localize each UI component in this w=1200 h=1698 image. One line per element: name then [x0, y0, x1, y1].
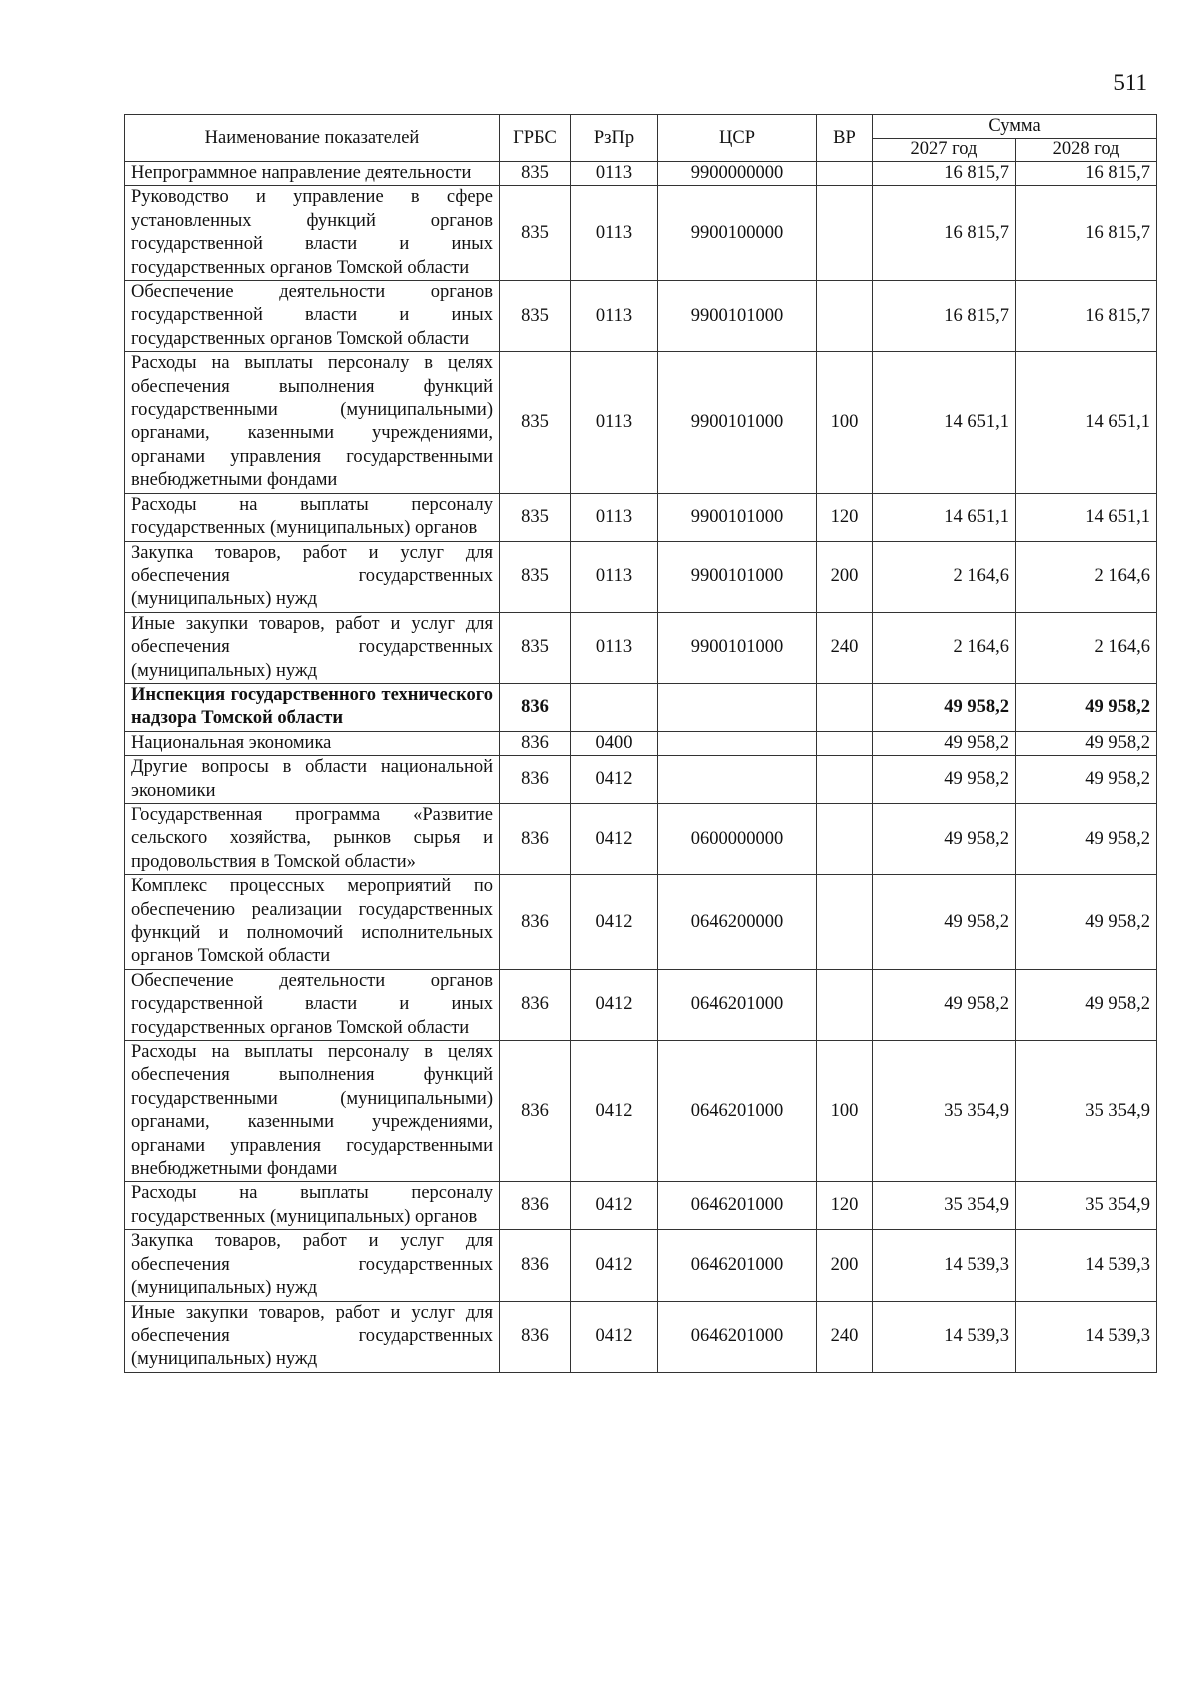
cell-sum-2028: 49 958,2 — [1016, 969, 1157, 1040]
cell-name: Непрограммное направление деятельности — [125, 162, 500, 186]
cell-sum-2028: 49 958,2 — [1016, 875, 1157, 970]
cell-vr: 240 — [817, 612, 873, 683]
cell-vr — [817, 731, 873, 755]
cell-grbs: 836 — [500, 756, 571, 804]
table-row — [125, 162, 1157, 186]
cell-vr — [817, 969, 873, 1040]
cell-csr: 0646201000 — [658, 1041, 817, 1182]
cell-rzpr: 0412 — [571, 756, 658, 804]
header-name: Наименование показателей — [125, 115, 500, 162]
cell-vr: 120 — [817, 493, 873, 541]
table-row — [125, 683, 1157, 731]
cell-rzpr: 0113 — [571, 186, 658, 281]
table-row — [125, 731, 1157, 755]
cell-rzpr: 0412 — [571, 875, 658, 970]
cell-vr: 200 — [817, 541, 873, 612]
cell-vr — [817, 875, 873, 970]
cell-vr — [817, 162, 873, 186]
cell-sum-2027: 49 958,2 — [873, 969, 1016, 1040]
cell-rzpr: 0113 — [571, 493, 658, 541]
cell-name: Государственная программа «Развитие сельского хозяйства, рынков сырья и продовольствия в Томской области» — [125, 803, 500, 874]
cell-grbs: 836 — [500, 1182, 571, 1230]
cell-sum-2027: 35 354,9 — [873, 1041, 1016, 1182]
cell-sum-2028: 49 958,2 — [1016, 731, 1157, 755]
cell-csr: 9900101000 — [658, 541, 817, 612]
cell-sum-2027: 16 815,7 — [873, 281, 1016, 352]
table-row — [125, 493, 1157, 541]
header-sum: Сумма — [873, 115, 1157, 139]
cell-sum-2028: 16 815,7 — [1016, 162, 1157, 186]
cell-csr: 9900100000 — [658, 186, 817, 281]
cell-sum-2027: 14 539,3 — [873, 1230, 1016, 1301]
page-number: 511 — [1113, 70, 1147, 95]
cell-sum-2027: 49 958,2 — [873, 803, 1016, 874]
cell-vr — [817, 186, 873, 281]
cell-name: Иные закупки товаров, работ и услуг для обеспечения государственных (муниципальных) нужд — [125, 1301, 500, 1372]
cell-csr: 9900101000 — [658, 612, 817, 683]
table-row — [125, 1230, 1157, 1301]
cell-grbs: 836 — [500, 731, 571, 755]
cell-vr: 100 — [817, 352, 873, 493]
header-grbs: ГРБС — [500, 115, 571, 162]
cell-rzpr: 0113 — [571, 352, 658, 493]
cell-grbs: 836 — [500, 1301, 571, 1372]
cell-grbs: 835 — [500, 541, 571, 612]
table-row — [125, 186, 1157, 281]
table-row — [125, 875, 1157, 970]
header-year-2028: 2028 год — [1016, 138, 1157, 162]
cell-csr — [658, 731, 817, 755]
header-vr: ВР — [817, 115, 873, 162]
table-row — [125, 803, 1157, 874]
cell-sum-2028: 14 539,3 — [1016, 1301, 1157, 1372]
cell-name: Расходы на выплаты персоналу в целях обеспечения выполнения функций государственными (муниципальными) органами, казенными учреждениями, органами управления государственными внебюджетными фондами — [125, 352, 500, 493]
header-year-2027: 2027 год — [873, 138, 1016, 162]
cell-name: Обеспечение деятельности органов государственной власти и иных государственных органов Томской области — [125, 281, 500, 352]
table-row — [125, 1301, 1157, 1372]
cell-sum-2027: 16 815,7 — [873, 162, 1016, 186]
cell-sum-2027: 2 164,6 — [873, 541, 1016, 612]
cell-sum-2028: 35 354,9 — [1016, 1182, 1157, 1230]
cell-rzpr: 0412 — [571, 969, 658, 1040]
cell-csr: 0646201000 — [658, 969, 817, 1040]
cell-grbs: 835 — [500, 281, 571, 352]
table-header — [125, 115, 1157, 162]
table-row — [125, 1041, 1157, 1182]
cell-grbs: 835 — [500, 162, 571, 186]
cell-sum-2027: 35 354,9 — [873, 1182, 1016, 1230]
table-row — [125, 352, 1157, 493]
cell-vr — [817, 803, 873, 874]
cell-name: Другие вопросы в области национальной экономики — [125, 756, 500, 804]
cell-rzpr: 0412 — [571, 1182, 658, 1230]
cell-rzpr: 0412 — [571, 1301, 658, 1372]
cell-sum-2027: 14 651,1 — [873, 352, 1016, 493]
cell-vr — [817, 281, 873, 352]
cell-sum-2028: 14 651,1 — [1016, 352, 1157, 493]
table-row — [125, 756, 1157, 804]
cell-sum-2028: 14 539,3 — [1016, 1230, 1157, 1301]
cell-csr: 9900000000 — [658, 162, 817, 186]
cell-grbs: 835 — [500, 612, 571, 683]
cell-sum-2028: 14 651,1 — [1016, 493, 1157, 541]
cell-grbs: 836 — [500, 683, 571, 731]
cell-rzpr: 0113 — [571, 541, 658, 612]
cell-grbs: 836 — [500, 969, 571, 1040]
cell-grbs: 835 — [500, 352, 571, 493]
cell-csr: 9900101000 — [658, 352, 817, 493]
cell-sum-2028: 2 164,6 — [1016, 612, 1157, 683]
cell-vr — [817, 683, 873, 731]
table-row — [125, 1182, 1157, 1230]
table-row — [125, 969, 1157, 1040]
cell-csr: 0646201000 — [658, 1301, 817, 1372]
cell-sum-2027: 49 958,2 — [873, 731, 1016, 755]
table-body — [125, 162, 1157, 1373]
cell-grbs: 836 — [500, 1041, 571, 1182]
cell-csr: 0646200000 — [658, 875, 817, 970]
cell-sum-2027: 2 164,6 — [873, 612, 1016, 683]
cell-grbs: 836 — [500, 803, 571, 874]
cell-vr: 100 — [817, 1041, 873, 1182]
cell-vr — [817, 756, 873, 804]
cell-name: Обеспечение деятельности органов государственной власти и иных государственных органов Томской области — [125, 969, 500, 1040]
cell-name: Руководство и управление в сфере установленных функций органов государственной власти и иных государственных органов Томской области — [125, 186, 500, 281]
table-row — [125, 541, 1157, 612]
cell-vr: 240 — [817, 1301, 873, 1372]
cell-grbs: 836 — [500, 875, 571, 970]
cell-rzpr: 0113 — [571, 612, 658, 683]
cell-rzpr — [571, 683, 658, 731]
cell-sum-2027: 49 958,2 — [873, 683, 1016, 731]
cell-csr: 9900101000 — [658, 281, 817, 352]
budget-table — [124, 114, 1157, 1373]
cell-sum-2027: 14 539,3 — [873, 1301, 1016, 1372]
cell-grbs: 835 — [500, 493, 571, 541]
cell-csr — [658, 683, 817, 731]
cell-sum-2028: 2 164,6 — [1016, 541, 1157, 612]
header-rzpr: РзПр — [571, 115, 658, 162]
cell-csr — [658, 756, 817, 804]
cell-csr: 0600000000 — [658, 803, 817, 874]
cell-sum-2028: 16 815,7 — [1016, 186, 1157, 281]
table-row — [125, 281, 1157, 352]
header-csr: ЦСР — [658, 115, 817, 162]
cell-rzpr: 0113 — [571, 162, 658, 186]
cell-csr: 9900101000 — [658, 493, 817, 541]
cell-name: Расходы на выплаты персоналу государственных (муниципальных) органов — [125, 1182, 500, 1230]
cell-rzpr: 0412 — [571, 1230, 658, 1301]
cell-rzpr: 0412 — [571, 803, 658, 874]
cell-sum-2028: 49 958,2 — [1016, 756, 1157, 804]
cell-name: Инспекция государственного технического надзора Томской области — [125, 683, 500, 731]
cell-grbs: 836 — [500, 1230, 571, 1301]
cell-rzpr: 0113 — [571, 281, 658, 352]
cell-name: Закупка товаров, работ и услуг для обеспечения государственных (муниципальных) нужд — [125, 1230, 500, 1301]
cell-name: Иные закупки товаров, работ и услуг для обеспечения государственных (муниципальных) нужд — [125, 612, 500, 683]
cell-sum-2028: 16 815,7 — [1016, 281, 1157, 352]
cell-name: Закупка товаров, работ и услуг для обеспечения государственных (муниципальных) нужд — [125, 541, 500, 612]
cell-rzpr: 0400 — [571, 731, 658, 755]
cell-rzpr: 0412 — [571, 1041, 658, 1182]
cell-name: Расходы на выплаты персоналу государственных (муниципальных) органов — [125, 493, 500, 541]
cell-vr: 200 — [817, 1230, 873, 1301]
cell-name: Расходы на выплаты персоналу в целях обеспечения выполнения функций государственными (муниципальными) органами, казенными учреждениями, органами управления государственными внебюджетными фондами — [125, 1041, 500, 1182]
cell-name: Национальная экономика — [125, 731, 500, 755]
cell-vr: 120 — [817, 1182, 873, 1230]
cell-name: Комплекс процессных мероприятий по обеспечению реализации государственных функций и полномочий исполнительных органов Томской области — [125, 875, 500, 970]
cell-sum-2027: 49 958,2 — [873, 875, 1016, 970]
cell-csr: 0646201000 — [658, 1230, 817, 1301]
cell-grbs: 835 — [500, 186, 571, 281]
table-row — [125, 612, 1157, 683]
cell-sum-2028: 49 958,2 — [1016, 683, 1157, 731]
cell-sum-2027: 49 958,2 — [873, 756, 1016, 804]
cell-sum-2028: 35 354,9 — [1016, 1041, 1157, 1182]
cell-sum-2027: 14 651,1 — [873, 493, 1016, 541]
cell-sum-2027: 16 815,7 — [873, 186, 1016, 281]
cell-sum-2028: 49 958,2 — [1016, 803, 1157, 874]
cell-csr: 0646201000 — [658, 1182, 817, 1230]
